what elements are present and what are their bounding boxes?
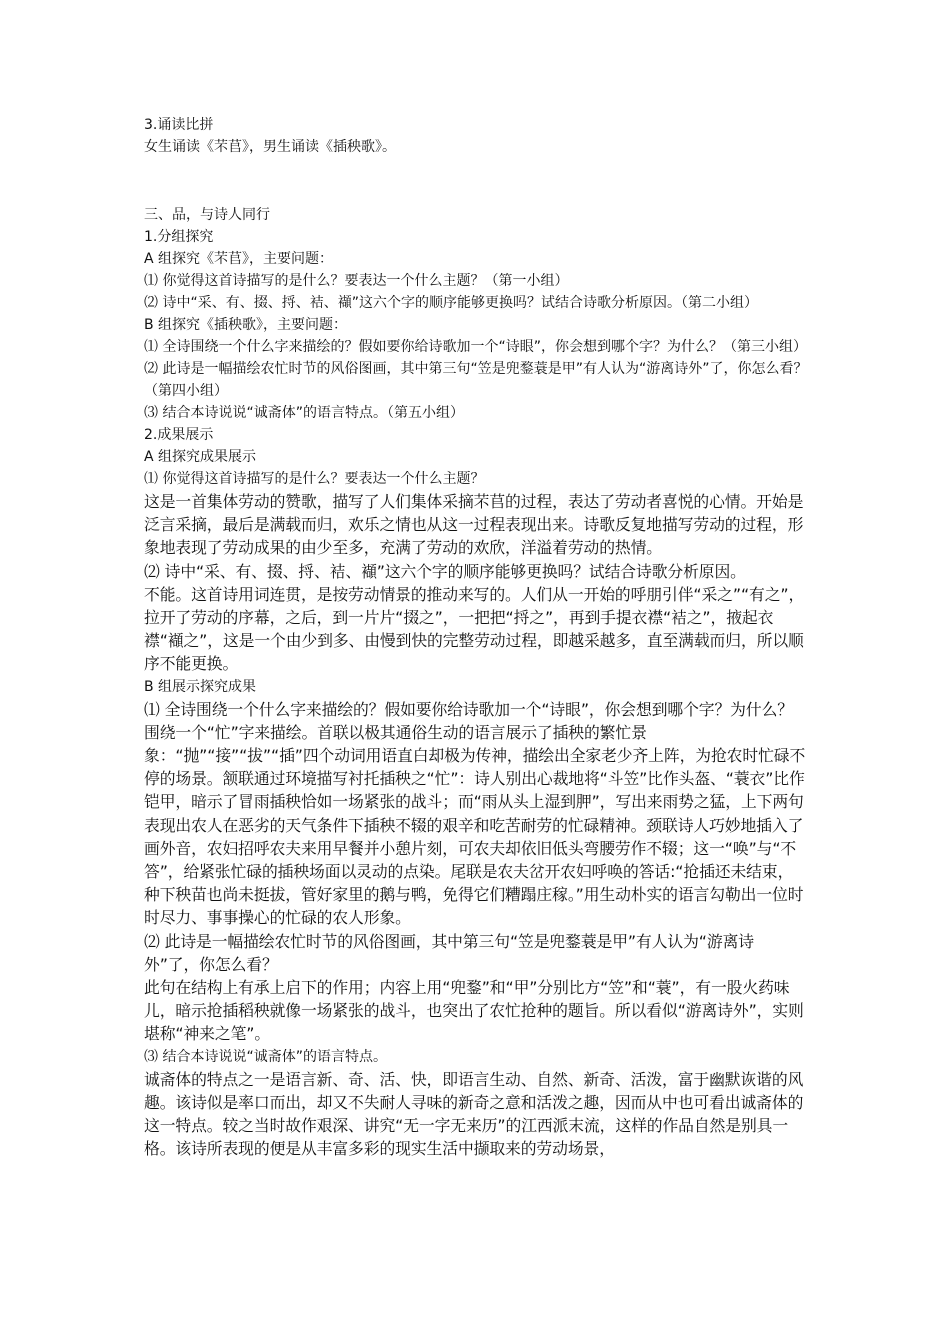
group-b-question-3: ⑶ 结合本诗说说“诚斋体”的语言特点。（第五小组） xyxy=(144,405,464,421)
show-b-question-2: ⑵ 此诗是一幅描绘农忙时节的风俗图画，其中第三句“笠是兜鍪蓑是甲”有人认为“游离诗外”了，你怎么看？ xyxy=(144,931,754,974)
show-a-answer-1: 这是一首集体劳动的赞歌，描写了人们集体采摘芣苢的过程，表达了劳动者喜悦的心情。开始是泛言采摘，最后是满载而归，欢乐之情也从这一过程表现出来。诗歌反复地描写劳动的过程，形象地表现了劳动成果的由少至多，充满了劳动的欢欣，洋溢着劳动的热情。 xyxy=(144,492,804,558)
document-page xyxy=(144,114,808,1160)
group-a-question-1: ⑴ 你觉得这首诗描写的是什么？要表达一个什么主题？（第一小组） xyxy=(144,273,569,289)
subheading-results: 2.成果展示 xyxy=(144,427,214,443)
show-b-title: B 组展示探究成果 xyxy=(144,678,257,695)
group-a-title: A 组探究《芣苢》，主要问题： xyxy=(144,251,334,267)
show-b-answer-2: 此句在结构上有承上启下的作用；内容上用“兜鍪”和“甲”分别比方“笠”和“蓑”，有一股火药味儿，暗示抢插稻秧就像一场紧张的战斗，也突出了农忙抢种的题旨。所以看似“游离诗外”，实则堪称“神来之笔”。 xyxy=(144,978,804,1044)
recitation-line: 女生诵读《芣苢》，男生诵读《插秧歌》。 xyxy=(144,139,396,155)
heading-recitation: 3.诵读比拼 xyxy=(144,117,214,133)
spacer xyxy=(144,158,808,204)
show-a-title: A 组探究成果展示 xyxy=(144,449,257,465)
group-a-question-2: ⑵ 诗中“采、有、掇、捋、袺、襭”这六个字的顺序能够更换吗？试结合诗歌分析原因。（第二小组） xyxy=(144,295,758,311)
group-b-title: B 组探究《插秧歌》，主要问题： xyxy=(144,317,348,333)
show-a-question-1: ⑴ 你觉得这首诗描写的是什么？要表达一个什么主题？ xyxy=(144,471,485,487)
subheading-group-inquiry: 1.分组探究 xyxy=(144,229,214,245)
heading-section-three: 三、品，与诗人同行 xyxy=(144,207,270,223)
group-b-question-2: ⑵ 此诗是一幅描绘农忙时节的风俗图画，其中第三句“笠是兜鍪蓑是甲”有人认为“游离诗外”了，你怎么看？（第四小组） xyxy=(144,361,808,399)
show-b-answer-1: 围绕一个“忙”字来描绘。首联以极其通俗生动的语言展示了插秧的繁忙景象：“抛”“接”“拔”“插”四个动词用语直白却极为传神，描绘出全家老少齐上阵，为抢农时忙碌不停的场景。颔联通过环境描写衬托插秧之“忙”：诗人别出心裁地将“斗笠”比作头盔、“蓑衣”比作铠甲，暗示了冒雨插秧恰如一场紧张的战斗；而“雨从头上湿到胛”，写出来雨势之猛，上下两句表现出农人在恶劣的天气条件下插秧不辍的艰辛和吃苦耐劳的忙碌精神。颈联诗人巧妙地插入了画外音，农妇招呼农夫来用早餐并小憩片刻，可农夫却依旧低头弯腰劳作不辍；这一“唤”与“不答”，给紧张忙碌的插秧场面以灵动的点染。尾联是农夫岔开农妇呼唤的答话:“抢插还未结束，种下秧苗也尚未挺拔，管好家里的鹅与鸭，免得它们糟蹋庄稼。”用生动朴实的语言勾勒出一位时时尽力、事事操心的忙碌的农人形象。 xyxy=(144,722,806,928)
show-a-answer-2: 不能。这首诗用词连贯，是按劳动情景的推动来写的。人们从一开始的呼朋引伴“采之”“有之”，拉开了劳动的序幕，之后，到一片片“掇之”，一把把“捋之”，再到手提衣襟“袺之”，掖起衣襟“襭之”，这是一个由少到多、由慢到快的完整劳动过程，即越采越多，直至满载而归，所以顺序不能更换。 xyxy=(144,584,805,674)
show-b-question-3: ⑶ 结合本诗说说“诚斋体”的语言特点。 xyxy=(144,1048,387,1065)
show-b-question-1: ⑴ 全诗围绕一个什么字来描绘的？假如要你给诗歌加一个“诗眼”，你会想到哪个字？为什么？ xyxy=(144,699,793,719)
show-b-answer-3: 诚斋体的特点之一是语言新、奇、活、快，即语言生动、自然、新奇、活泼，富于幽默诙谐的风趣。该诗似是率口而出，却又不失耐人寻味的新奇之意和活泼之趣，因而从中也可看出诚斋体的这一特点。较之当时故作艰深、讲究“无一字无来历”的江西派末流，这样的作品自然是别具一格。该诗所表现的便是从丰富多彩的现实生活中撷取来的劳动场景， xyxy=(144,1069,804,1159)
show-a-question-2: ⑵ 诗中“采、有、掇、捋、袺、襭”这六个字的顺序能够更换吗？试结合诗歌分析原因。 xyxy=(144,561,746,581)
group-b-question-1: ⑴ 全诗围绕一个什么字来描绘的？假如要你给诗歌加一个“诗眼”，你会想到哪个字？为什么？（第三小组） xyxy=(144,339,807,355)
